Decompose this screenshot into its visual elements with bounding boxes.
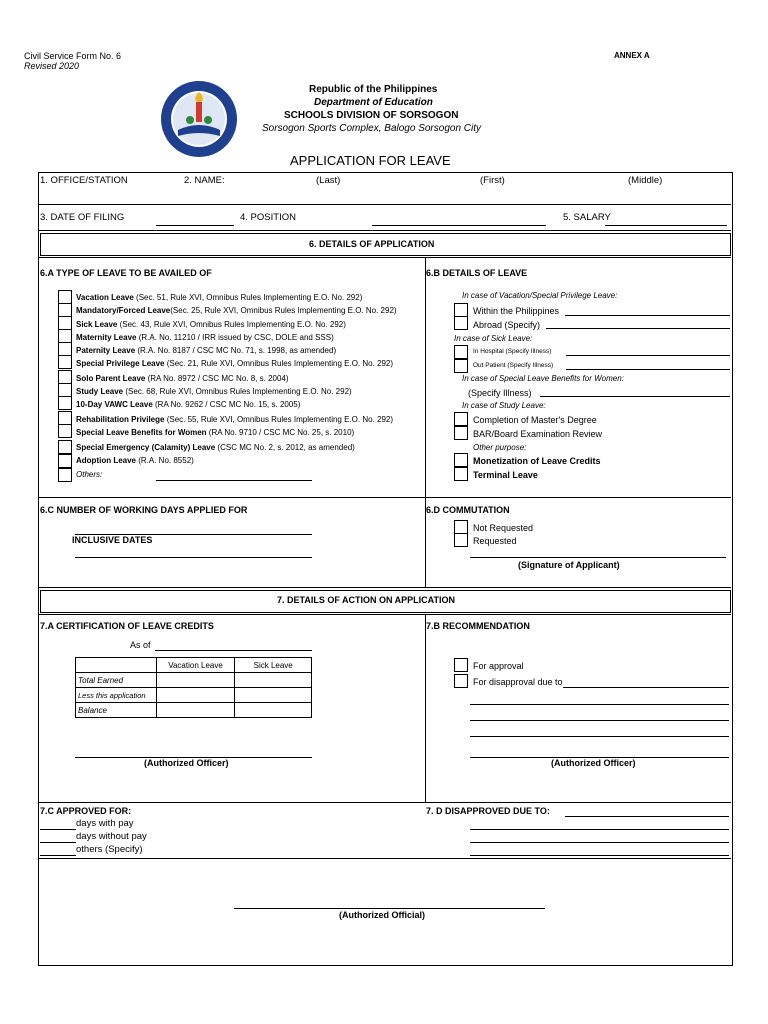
inclusive-dates-field[interactable] xyxy=(75,557,312,558)
leave-ref: (Sec. 25, Rule XVI, Omnibus Rules Implementing E.O. No. 292) xyxy=(170,306,397,315)
office-station-label: 1. OFFICE/STATION xyxy=(40,175,128,186)
leave-checkbox[interactable] xyxy=(58,355,72,369)
division-line: SCHOOLS DIVISION OF SORSOGON xyxy=(284,110,459,121)
for-approval-checkbox[interactable] xyxy=(454,658,468,672)
section-7-title: 7. DETAILS OF ACTION ON APPLICATION xyxy=(277,595,456,605)
section-6a-title: 6.A TYPE OF LEAVE TO BE AVAILED OF xyxy=(40,268,212,278)
row-total-earned: Total Earned xyxy=(76,673,157,688)
revised-date: Revised 2020 xyxy=(24,61,80,71)
authorized-official-signature[interactable] xyxy=(234,908,545,909)
as-of-field[interactable] xyxy=(155,650,312,651)
days-with-pay-field[interactable] xyxy=(40,829,76,830)
col-sick-leave: Sick Leave xyxy=(235,658,312,673)
in-hospital-checkbox[interactable] xyxy=(454,345,468,359)
disapproval-reason-field[interactable] xyxy=(563,687,729,688)
leave-ref: (CSC MC No. 2, s. 2012, as amended) xyxy=(215,443,355,452)
authorized-official-label: (Authorized Official) xyxy=(339,910,425,920)
leave-ref: (Sec. 43, Rule XVI, Omnibus Rules Implementing E.O. No. 292) xyxy=(117,320,346,329)
form-title: APPLICATION FOR LEAVE xyxy=(290,153,451,168)
applicant-signature-label: (Signature of Applicant) xyxy=(518,560,620,570)
section-7d-title: 7. D DISAPPROVED DUE TO: xyxy=(426,806,550,816)
authorized-officer-label-a: (Authorized Officer) xyxy=(144,758,229,768)
name-label: 2. NAME: xyxy=(184,175,225,186)
applicant-signature-field[interactable] xyxy=(470,557,726,558)
requested-label: Requested xyxy=(473,536,517,546)
date-filing-field[interactable] xyxy=(156,225,234,226)
disapproval-reason-field-4[interactable] xyxy=(470,736,729,737)
out-patient-label: Out Patient (Specify Illness) xyxy=(473,362,554,369)
leave-ref: (RA No. 9710 / CSC MC No. 25, s. 2010) xyxy=(206,428,355,437)
disapproved-reason-field-2[interactable] xyxy=(470,829,729,830)
within-field[interactable] xyxy=(565,315,730,316)
in-hospital-label: In Hospital (Specify Illness) xyxy=(473,348,552,355)
leave-ref: (Sec. 68, Rule XVI, Omnibus Rules Implementing E.O. No. 292) xyxy=(123,387,352,396)
disapproval-reason-field-3[interactable] xyxy=(470,720,729,721)
name-middle-label: (Middle) xyxy=(628,175,663,186)
department-line: Department of Education xyxy=(314,97,433,108)
leave-credits-table xyxy=(75,657,312,718)
salary-field[interactable] xyxy=(605,225,727,226)
within-philippines-label: Within the Philippines xyxy=(473,306,560,316)
other-purpose-label: Other purpose: xyxy=(473,443,527,452)
others-specify-label: others (Specify) xyxy=(76,844,143,855)
leave-checkbox[interactable] xyxy=(58,316,72,330)
leave-name: Solo Parent Leave xyxy=(76,374,146,383)
leave-ref: (Sec. 21, Rule XVI, Omnibus Rules Implementing E.O. No. 292) xyxy=(164,359,394,368)
terminal-leave-label: Terminal Leave xyxy=(473,470,538,480)
balance-sick-cell[interactable] xyxy=(235,703,312,718)
leave-name: Special Privilege Leave xyxy=(76,359,165,368)
leave-name: 10-Day VAWC Leave xyxy=(76,400,153,409)
for-disapproval-label: For disapproval due to xyxy=(473,677,563,687)
leave-checkbox[interactable] xyxy=(58,370,72,384)
row-less-application: Less this application xyxy=(76,688,157,703)
section-6-title: 6. DETAILS OF APPLICATION xyxy=(309,239,435,249)
salary-label: 5. SALARY xyxy=(563,212,611,223)
section-7b-title: 7.B RECOMMENDATION xyxy=(426,621,530,631)
leave-ref: (R.A. No. 8187 / CSC MC No. 71, s. 1998, as amended) xyxy=(135,346,337,355)
terminal-leave-checkbox[interactable] xyxy=(454,467,468,481)
days-without-pay-field[interactable] xyxy=(40,842,76,843)
leave-checkbox[interactable] xyxy=(58,342,72,356)
republic-line: Republic of the Philippines xyxy=(309,84,438,95)
total-sick-cell[interactable] xyxy=(235,673,312,688)
leave-ref: (RA No. 8972 / CSC MC No. 8, s. 2004) xyxy=(145,374,289,383)
disapproved-reason-field-3[interactable] xyxy=(470,842,729,843)
specify-illness-label: (Specify Illness) xyxy=(468,388,532,398)
less-sick-cell[interactable] xyxy=(235,688,312,703)
abroad-field[interactable] xyxy=(546,328,730,329)
leave-checkbox[interactable] xyxy=(58,303,72,317)
others-specify-field[interactable] xyxy=(40,855,76,856)
leave-checkbox[interactable] xyxy=(58,396,72,410)
for-disapproval-checkbox[interactable] xyxy=(454,674,468,688)
for-approval-label: For approval xyxy=(473,661,524,671)
leave-checkbox[interactable] xyxy=(58,440,72,454)
masters-checkbox[interactable] xyxy=(454,412,468,426)
others-label: Others: xyxy=(76,470,103,479)
leave-name: Adoption Leave xyxy=(76,456,137,465)
leave-name: Study Leave xyxy=(76,387,124,396)
name-last-label: (Last) xyxy=(316,175,341,186)
section-7a-title: 7.A CERTIFICATION OF LEAVE CREDITS xyxy=(40,621,214,631)
leave-ref: (Sec. 51, Rule XVI, Omnibus Rules Implementing E.O. No. 292) xyxy=(133,293,363,302)
monetization-checkbox[interactable] xyxy=(454,453,468,467)
leave-ref: (RA No. 9262 / CSC MC No. 15, s. 2005) xyxy=(152,400,301,409)
row-balance: Balance xyxy=(76,703,157,718)
leave-checkbox[interactable] xyxy=(58,383,72,397)
hospital-field[interactable] xyxy=(566,355,730,356)
days-with-pay-label: days with pay xyxy=(76,818,134,829)
annex-label: ANNEX A xyxy=(614,51,650,60)
not-requested-checkbox[interactable] xyxy=(454,520,468,534)
total-vacation-cell[interactable] xyxy=(156,673,235,688)
position-label: 4. POSITION xyxy=(240,212,296,223)
leave-name: Rehabilitation Privilege xyxy=(76,415,165,424)
leave-name: Special Leave Benefits for Women xyxy=(76,428,207,437)
as-of-label: As of xyxy=(130,640,151,650)
outpatient-field[interactable] xyxy=(566,369,730,370)
position-field[interactable] xyxy=(372,225,546,226)
bar-review-label: BAR/Board Examination Review xyxy=(473,429,603,439)
leave-checkbox[interactable] xyxy=(58,468,72,482)
leave-name: Sick Leave xyxy=(76,320,118,329)
within-philippines-checkbox[interactable] xyxy=(454,303,468,317)
bar-review-checkbox[interactable] xyxy=(454,426,468,440)
section-6c-title: 6.C NUMBER OF WORKING DAYS APPLIED FOR xyxy=(40,505,248,515)
leave-checkbox[interactable] xyxy=(58,411,72,425)
leave-checkbox[interactable] xyxy=(58,454,72,468)
women-case-label: In case of Special Leave Benefits for Women: xyxy=(462,374,624,383)
less-vacation-cell[interactable] xyxy=(156,688,235,703)
not-requested-label: Not Requested xyxy=(473,523,534,533)
vacation-case-label: In case of Vacation/Special Privilege Leave: xyxy=(462,291,618,300)
inclusive-dates-label: INCLUSIVE DATES xyxy=(72,535,153,545)
requested-checkbox[interactable] xyxy=(454,533,468,547)
leave-checkbox[interactable] xyxy=(58,424,72,438)
date-filing-label: 3. DATE OF FILING xyxy=(40,212,125,223)
col-vacation-leave: Vacation Leave xyxy=(156,658,235,673)
leave-name: Maternity Leave xyxy=(76,333,137,342)
disapproval-reason-field-2[interactable] xyxy=(470,704,729,705)
days-without-pay-label: days without pay xyxy=(76,831,147,842)
name-first-label: (First) xyxy=(480,175,505,186)
form-number: Civil Service Form No. 6 xyxy=(24,51,122,61)
leave-ref: (R.A. No. 11210 / IRR issued by CSC, DOLE and SSS) xyxy=(136,333,334,342)
leave-name: Paternity Leave xyxy=(76,346,136,355)
study-case-label: In case of Study Leave: xyxy=(462,401,546,410)
leave-checkbox[interactable] xyxy=(58,290,72,304)
section-6b-title: 6.B DETAILS OF LEAVE xyxy=(426,268,528,278)
disapproved-reason-field[interactable] xyxy=(565,816,729,817)
leave-name: Mandatory/Forced Leave xyxy=(76,306,171,315)
leave-ref: (Sec. 55, Rule XVI, Omnibus Rules Implementing E.O. No. 292) xyxy=(164,415,394,424)
abroad-label: Abroad (Specify) xyxy=(473,320,541,330)
monetization-label: Monetization of Leave Credits xyxy=(473,456,601,466)
section-6d-title: 6.D COMMUTATION xyxy=(426,505,510,515)
leave-ref: (R.A. No. 8552) xyxy=(136,456,194,465)
masters-label: Completion of Master's Degree xyxy=(473,415,597,425)
abroad-checkbox[interactable] xyxy=(454,316,468,330)
authorized-officer-label-b: (Authorized Officer) xyxy=(551,758,636,768)
sick-case-label: In case of Sick Leave: xyxy=(454,334,533,343)
deped-seal-icon xyxy=(160,80,238,158)
section-7c-title: 7.C APPROVED FOR: xyxy=(40,806,132,816)
women-illness-field[interactable] xyxy=(540,396,730,397)
leave-name: Vacation Leave xyxy=(76,293,134,302)
leave-checkbox[interactable] xyxy=(58,329,72,343)
leave-name: Special Emergency (Calamity) Leave xyxy=(76,443,216,452)
balance-vacation-cell[interactable] xyxy=(156,703,235,718)
others-field[interactable] xyxy=(156,480,312,481)
out-patient-checkbox[interactable] xyxy=(454,359,468,373)
address-line: Sorsogon Sports Complex, Balogo Sorsogon City xyxy=(262,123,482,134)
disapproved-reason-field-4[interactable] xyxy=(470,855,729,856)
